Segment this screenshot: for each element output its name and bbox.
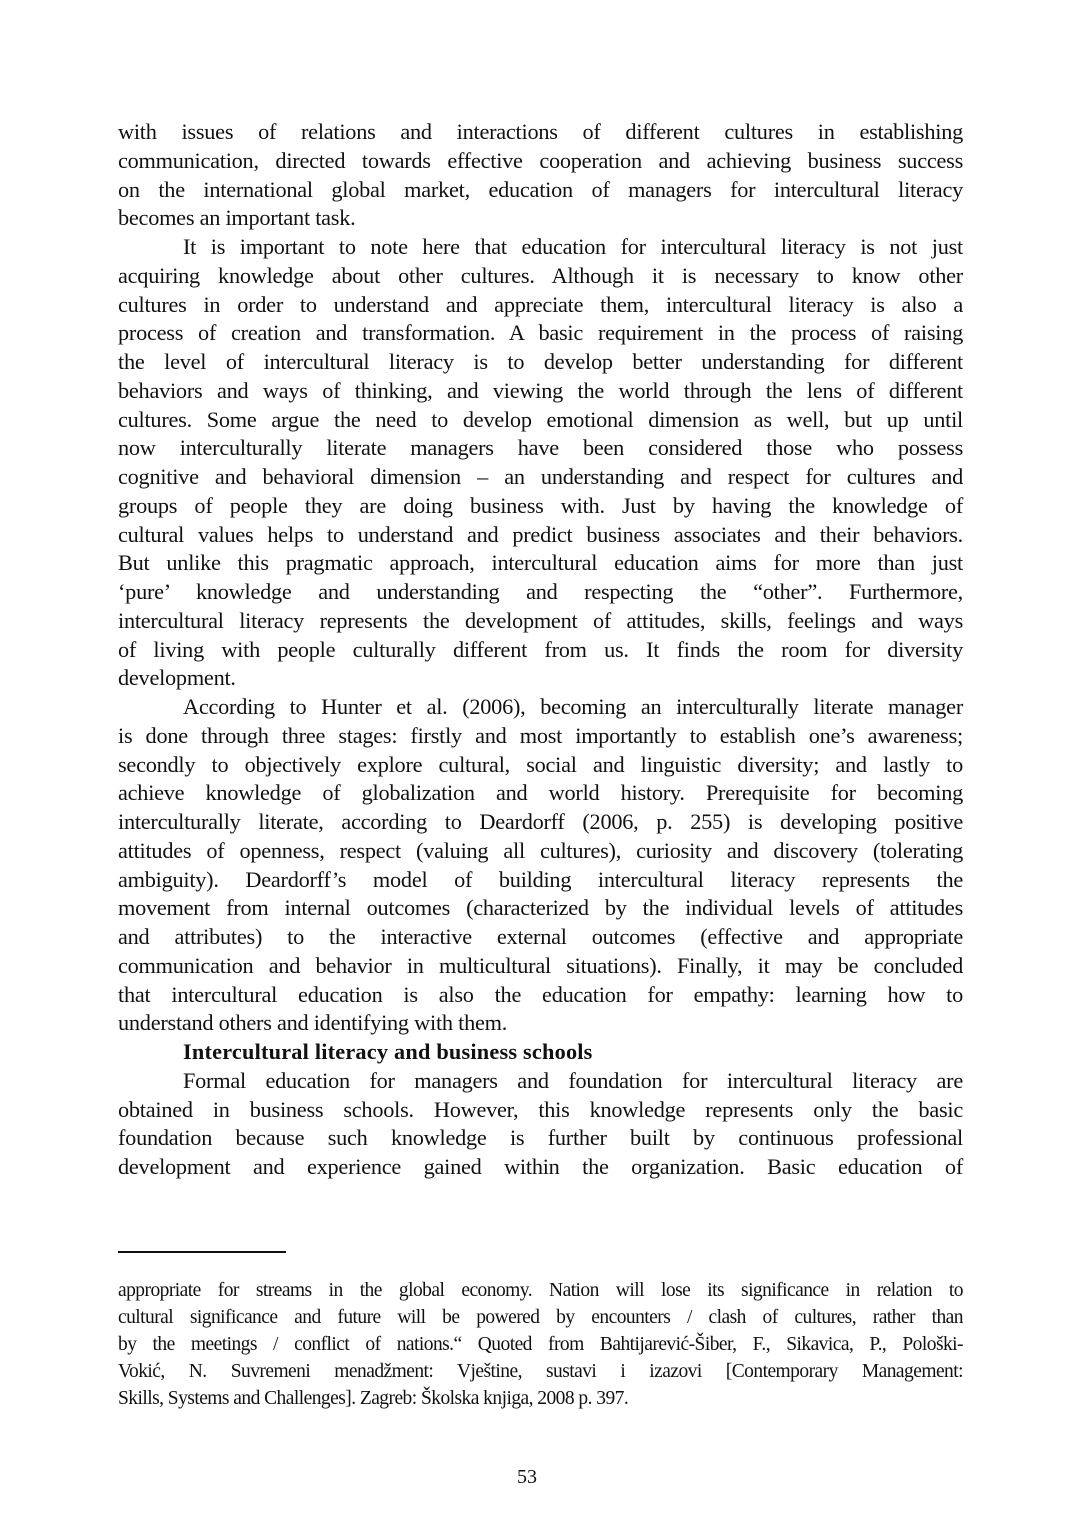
text-line: achieve knowledge of globalization and world history. Prerequisite for becoming <box>118 780 963 806</box>
text-line: development. <box>118 665 236 691</box>
text-line: is done through three stages: firstly and most importantly to establish one’s awareness; <box>118 722 963 748</box>
text-line: that intercultural education is also the education for empathy: learning how to <box>118 981 963 1007</box>
text-line: now interculturally literate managers have been considered those who possess <box>118 435 963 461</box>
text-line: movement from internal outcomes (characterized by the individual levels of attitudes <box>118 895 963 921</box>
text-line: interculturally literate, according to Deardorff (2006, p. 255) is developing positive <box>118 809 963 834</box>
text-line: cultural values helps to understand and predict business associates and their behaviors. <box>118 521 963 547</box>
paragraph <box>118 1067 963 1182</box>
text-line: with issues of relations and interactions of different cultures in establishing <box>118 119 963 144</box>
text-line: acquiring knowledge about other cultures. Although it is necessary to know other <box>118 262 963 288</box>
text-line: becomes an important task. <box>118 205 356 231</box>
text-line: cultures in order to understand and appreciate them, intercultural literacy is also a <box>118 291 963 317</box>
text-line: the level of intercultural literacy is to develop better understanding for different <box>118 349 963 374</box>
paragraph <box>118 693 963 1038</box>
text-line: obtained in business schools. However, this knowledge represents only the basic <box>118 1096 963 1122</box>
text-line: Formal education for managers and foundation for intercultural literacy are <box>183 1067 963 1093</box>
paragraph <box>118 118 963 233</box>
text-line: understand others and identifying with them. <box>118 1010 508 1036</box>
text-line: of living with people culturally different from us. It finds the room for diversity <box>118 636 963 662</box>
text-line: ambiguity). Deardorff’s model of building intercultural literacy represents the <box>118 866 963 892</box>
text-line: attitudes of openness, respect (valuing all cultures), curiosity and discovery (tolerating <box>118 837 963 863</box>
text-line: According to Hunter et al. (2006), becoming an interculturally literate manager <box>183 694 963 719</box>
footnote <box>118 1277 963 1412</box>
footnote-line: by the meetings / conflict of nations.“ Quoted from Bahtijarević-Šiber, F., Sikavica, P., Pološki- <box>118 1334 963 1355</box>
paragraph <box>118 233 963 693</box>
section-heading <box>118 1038 963 1067</box>
text-line: It is important to note here that education for intercultural literacy is not just <box>183 234 963 259</box>
text-line: development and experience gained within the organization. Basic education of <box>118 1154 963 1179</box>
text-line: cultures. Some argue the need to develop emotional dimension as well, but up until <box>118 406 963 432</box>
footnote-line: appropriate for streams in the global economy. Nation will lose its significance in relation to <box>118 1280 963 1301</box>
text-line: foundation because such knowledge is further built by continuous professional <box>118 1125 963 1151</box>
text-line: on the international global market, education of managers for intercultural literacy <box>118 176 963 202</box>
footnote-separator <box>118 1251 286 1253</box>
text-line: behaviors and ways of thinking, and viewing the world through the lens of different <box>118 377 963 403</box>
footnote-line: Vokić, N. Suvremeni menadžment: Vještine, sustavi i izazovi [Contemporary Management: <box>118 1361 963 1382</box>
text-line: groups of people they are doing business with. Just by having the knowledge of <box>118 492 963 518</box>
text-line: But unlike this pragmatic approach, intercultural education aims for more than just <box>118 550 963 576</box>
text-line: ‘pure’ knowledge and understanding and respecting the “other”. Furthermore, <box>118 579 963 604</box>
text-line: cognitive and behavioral dimension – an understanding and respect for cultures and <box>118 464 963 489</box>
page-number: 53 <box>517 1466 537 1488</box>
body-text <box>118 118 963 1182</box>
text-line: communication, directed towards effective cooperation and achieving business success <box>118 147 963 173</box>
footnote-line: cultural significance and future will be powered by encounters / clash of cultures, rather than <box>118 1307 963 1328</box>
text-line: intercultural literacy represents the development of attitudes, skills, feelings and ways <box>118 607 963 633</box>
footnote-line: Skills, Systems and Challenges]. Zagreb: Školska knjiga, 2008 p. 397. <box>118 1388 629 1409</box>
text-line: secondly to objectively explore cultural, social and linguistic diversity; and lastly to <box>118 751 963 777</box>
text-line: communication and behavior in multicultural situations). Finally, it may be concluded <box>118 952 963 978</box>
heading-text: Intercultural literacy and business schools <box>183 1039 593 1064</box>
text-line: and attributes) to the interactive external outcomes (effective and appropriate <box>118 924 963 949</box>
text-line: process of creation and transformation. A basic requirement in the process of raising <box>118 320 963 346</box>
